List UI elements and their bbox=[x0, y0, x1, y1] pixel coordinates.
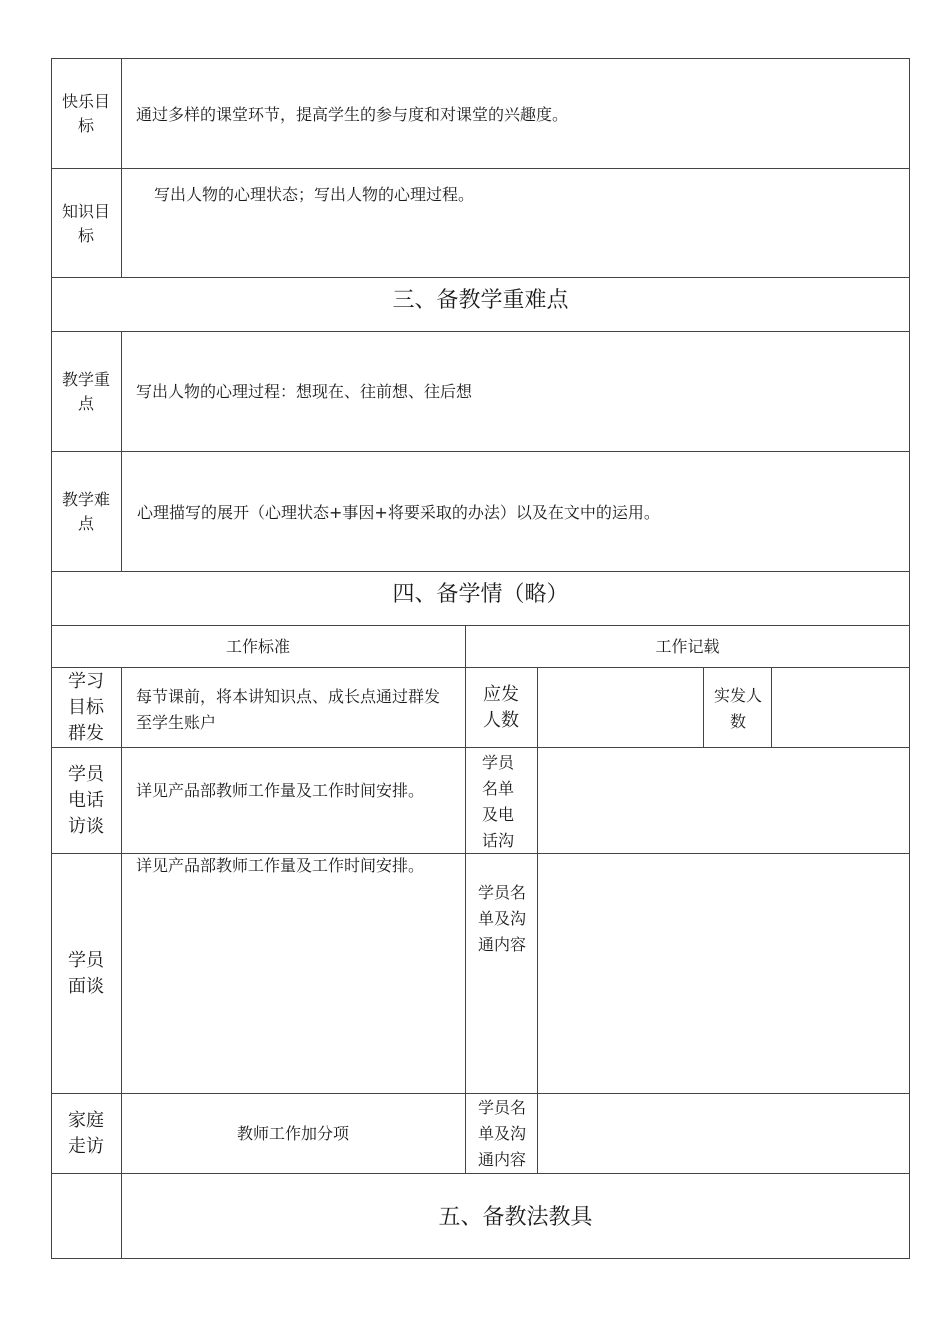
goal-send-standard: 每节课前，将本讲知识点、成长点通过群发至学生账户 bbox=[136, 687, 441, 732]
knowledge-goal-text: 写出人物的心理状态；写出人物的心理过程。 bbox=[154, 185, 475, 204]
interview-record-label: 学员名单及沟通内容 bbox=[477, 883, 526, 954]
interview-standard: 详见产品部教师工作量及工作时间安排。 bbox=[136, 856, 425, 875]
work-record-header: 工作记载 bbox=[655, 637, 720, 656]
work-standard-header: 工作标准 bbox=[225, 637, 290, 656]
home-visit-record-label: 学员名单及沟通内容 bbox=[477, 1098, 526, 1169]
home-visit-standard: 教师工作加分项 bbox=[236, 1124, 349, 1143]
teaching-difficulty-text: 心理描写的展开（心理状态+事因+将要采取的办法）以及在文中的运用。 bbox=[137, 503, 660, 522]
actual-send-count-label: 实发人数 bbox=[714, 686, 763, 731]
teaching-focus-text: 写出人物的心理过程：想现在、往前想、往后想 bbox=[136, 382, 473, 401]
section4-heading: 四、备学情（略） bbox=[392, 582, 569, 607]
teaching-difficulty-label: 教学难点 bbox=[61, 490, 110, 533]
home-visit-label: 家庭走访 bbox=[68, 1110, 104, 1157]
happy-goal-label: 快乐目标 bbox=[61, 92, 110, 135]
happy-goal-text: 通过多样的课堂环节，提高学生的参与度和对课堂的兴趣度。 bbox=[136, 105, 569, 124]
section3-heading: 三、备教学重难点 bbox=[392, 288, 569, 313]
section5-heading: 五、备教法教具 bbox=[438, 1205, 593, 1230]
teaching-focus-label: 教学重点 bbox=[61, 370, 110, 413]
phone-record-label: 学员名单及电话沟 bbox=[481, 753, 514, 850]
phone-interview-standard: 详见产品部教师工作量及工作时间安排。 bbox=[136, 781, 425, 800]
should-send-count-label: 应发人数 bbox=[483, 684, 519, 731]
knowledge-goal-label: 知识目标 bbox=[61, 202, 110, 245]
phone-interview-label: 学员电话访谈 bbox=[68, 764, 104, 837]
interview-label: 学员面谈 bbox=[68, 950, 104, 997]
goal-send-label: 学习目标群发 bbox=[68, 671, 104, 744]
